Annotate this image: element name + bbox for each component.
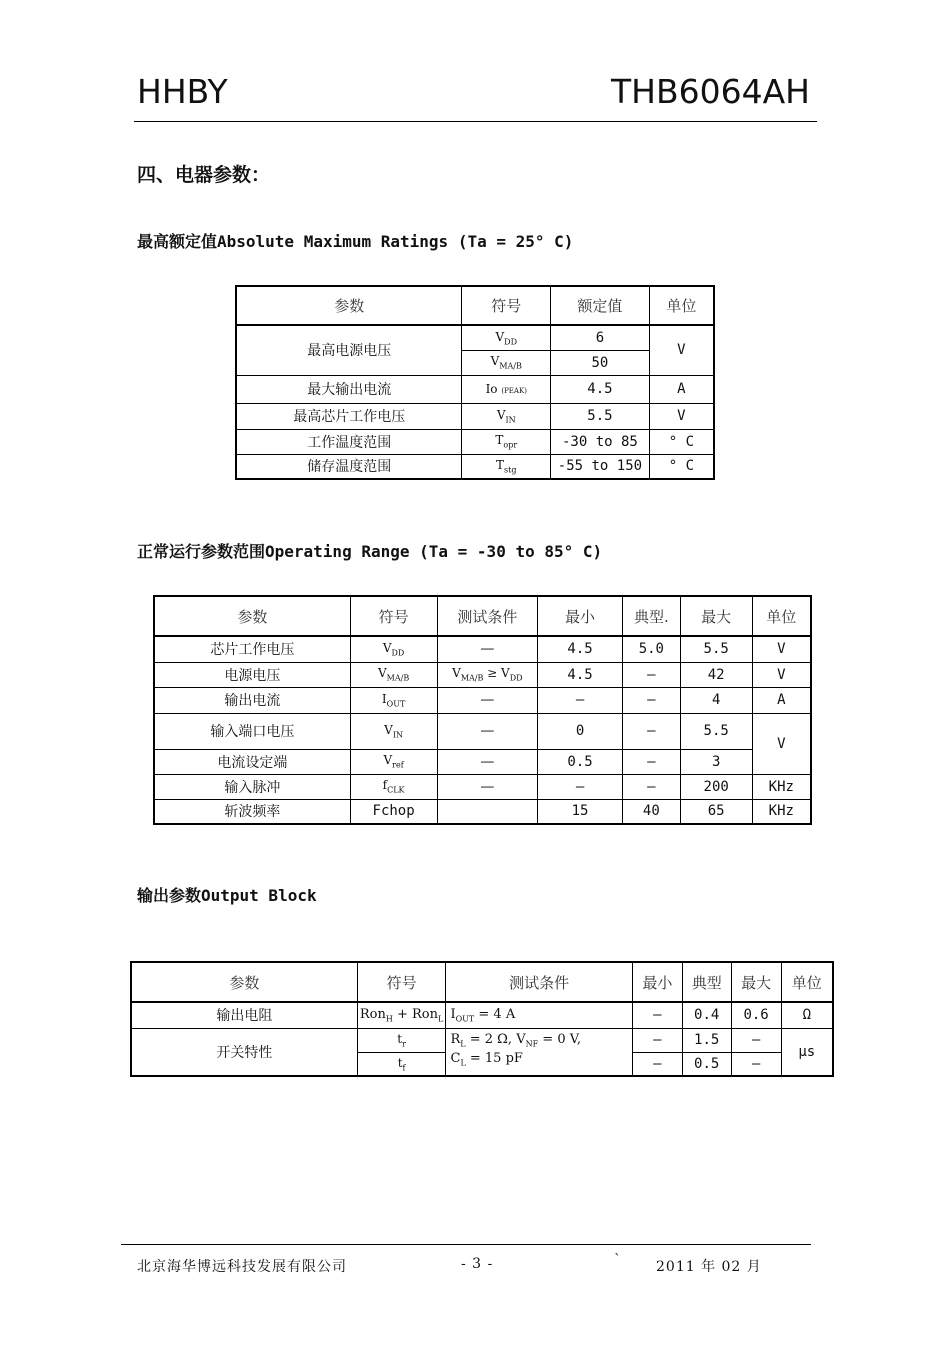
param-label: 储存温度范围: [236, 454, 462, 479]
header-right-model: THB6064AH: [611, 72, 810, 111]
min-cell: —: [632, 1002, 682, 1028]
symbol-cell: $T_{stg}$: [462, 454, 551, 479]
symbol-cell: Fchop: [350, 799, 437, 824]
param-label: 输出电阻: [131, 1002, 357, 1028]
max-cell: 42: [680, 662, 752, 687]
condition-cell: —: [437, 749, 538, 774]
typ-cell: —: [622, 713, 680, 749]
table-row: [236, 375, 714, 403]
min-cell: —: [538, 687, 623, 713]
table-row: [154, 774, 811, 799]
min-cell: 4.5: [538, 662, 623, 687]
condition-cell: $I_{OUT} = 4$ A: [446, 1002, 632, 1028]
value-cell: -30 to 85: [551, 429, 650, 454]
col-header: 测试条件: [446, 962, 632, 1002]
param-label: 最大输出电流: [236, 375, 462, 403]
table-header-row: [236, 286, 714, 325]
unit-cell: Ω: [781, 1002, 833, 1028]
unit-cell: ° C: [649, 454, 714, 479]
value-cell: 50: [551, 350, 650, 375]
max-cell: —: [731, 1028, 781, 1052]
symbol-cell: $V_{MA/B}$: [462, 350, 551, 375]
col-header: 额定值: [551, 286, 650, 325]
symbol-cell: $V_{DD}$: [462, 325, 551, 350]
table-row: [154, 713, 811, 749]
col-header: 参数: [236, 286, 462, 325]
symbol-cell: $t_f$: [357, 1052, 446, 1076]
typ-cell: 1.5: [682, 1028, 731, 1052]
min-cell: 0: [538, 713, 623, 749]
table-row: [236, 403, 714, 429]
unit-cell: A: [649, 375, 714, 403]
min-cell: —: [632, 1052, 682, 1076]
header-divider: [134, 121, 817, 122]
table-row: [154, 662, 811, 687]
table-row: [131, 1028, 833, 1052]
col-header: 参数: [154, 596, 350, 636]
typ-cell: —: [622, 774, 680, 799]
param-label: 电流设定端: [154, 749, 350, 774]
unit-cell: KHz: [752, 799, 811, 824]
col-header: 参数: [131, 962, 357, 1002]
col-header: 最小: [538, 596, 623, 636]
footer-page-number: - 3 -: [461, 1256, 494, 1272]
param-label: 斩波频率: [154, 799, 350, 824]
param-label: 最高电源电压: [236, 325, 462, 375]
col-header: 典型: [682, 962, 731, 1002]
table-row: [236, 429, 714, 454]
typ-cell: 40: [622, 799, 680, 824]
table-row: [236, 454, 714, 479]
value-cell: -55 to 150: [551, 454, 650, 479]
table-row: [154, 749, 811, 774]
footer-divider: [121, 1244, 811, 1245]
header-left-brand: HHBY: [137, 72, 228, 111]
symbol-cell: Io (PEAK): [462, 375, 551, 403]
condition-cell: —: [437, 687, 538, 713]
max-cell: 4: [680, 687, 752, 713]
symbol-cell: $V_{DD}$: [350, 636, 437, 662]
typ-cell: —: [622, 749, 680, 774]
symbol-cell: $f_{CLK}$: [350, 774, 437, 799]
footer-date: 2011 年 02 月: [656, 1259, 762, 1275]
typ-cell: —: [622, 687, 680, 713]
symbol-cell: $T_{opr}$: [462, 429, 551, 454]
max-cell: 5.5: [680, 713, 752, 749]
param-label: 输出电流: [154, 687, 350, 713]
unit-cell: KHz: [752, 774, 811, 799]
min-cell: —: [538, 774, 623, 799]
value-cell: 5.5: [551, 403, 650, 429]
table-header-row: [154, 596, 811, 636]
abs-max-title: 最高额定值Absolute Maximum Ratings (Ta = 25° C): [137, 232, 574, 251]
condition-cell: [437, 799, 538, 824]
min-cell: 15: [538, 799, 623, 824]
symbol-cell: $V_{IN}$: [350, 713, 437, 749]
table-row: [236, 325, 714, 350]
table-header-row: [131, 962, 833, 1002]
condition-cell: —: [437, 636, 538, 662]
value-cell: 4.5: [551, 375, 650, 403]
symbol-cell: $I_{OUT}$: [350, 687, 437, 713]
output-title: 输出参数Output Block: [137, 886, 317, 905]
param-label: 芯片工作电压: [154, 636, 350, 662]
max-cell: —: [731, 1052, 781, 1076]
table-row: [154, 636, 811, 662]
min-cell: —: [632, 1028, 682, 1052]
op-range-title: 正常运行参数范围Operating Range (Ta = -30 to 85° C): [137, 542, 603, 561]
col-header: 测试条件: [437, 596, 538, 636]
min-cell: 0.5: [538, 749, 623, 774]
min-cell: 4.5: [538, 636, 623, 662]
col-header: 典型.: [622, 596, 680, 636]
symbol-cell: $V_{ref}$: [350, 749, 437, 774]
table-row: [154, 799, 811, 824]
param-label: 工作温度范围: [236, 429, 462, 454]
condition-cell: —: [437, 713, 538, 749]
unit-cell: V: [649, 325, 714, 375]
unit-cell: V: [752, 636, 811, 662]
param-label: 最高芯片工作电压: [236, 403, 462, 429]
col-header: 单位: [649, 286, 714, 325]
unit-cell: V: [752, 713, 811, 774]
unit-cell: ° C: [649, 429, 714, 454]
col-header: 最小: [632, 962, 682, 1002]
param-label: 开关特性: [131, 1028, 357, 1076]
col-header: 符号: [350, 596, 437, 636]
symbol-cell: $V_{MA/B}$: [350, 662, 437, 687]
col-header: 最大: [680, 596, 752, 636]
typ-cell: 5.0: [622, 636, 680, 662]
footer-mark: `: [614, 1252, 622, 1268]
table-row: [154, 687, 811, 713]
section-title: 四、电器参数：: [137, 164, 271, 186]
value-cell: 6: [551, 325, 650, 350]
max-cell: 5.5: [680, 636, 752, 662]
max-cell: 0.6: [731, 1002, 781, 1028]
symbol-cell: $V_{IN}$: [462, 403, 551, 429]
col-header: 符号: [357, 962, 446, 1002]
typ-cell: 0.5: [682, 1052, 731, 1076]
output-table: [130, 961, 834, 1077]
footer-company: 北京海华博远科技发展有限公司: [137, 1259, 347, 1275]
max-cell: 65: [680, 799, 752, 824]
condition-cell: —: [437, 774, 538, 799]
condition-cell: $V_{MA/B} \ge V_{DD}$: [437, 662, 538, 687]
param-label: 输入端口电压: [154, 713, 350, 749]
col-header: 最大: [731, 962, 781, 1002]
table-row: [131, 1002, 833, 1028]
typ-cell: 0.4: [682, 1002, 731, 1028]
max-cell: 3: [680, 749, 752, 774]
unit-cell: μs: [781, 1028, 833, 1076]
symbol-cell: $t_r$: [357, 1028, 446, 1052]
param-label: 输入脉冲: [154, 774, 350, 799]
abs-max-table: [235, 285, 715, 480]
op-range-table: [153, 595, 812, 825]
col-header: 符号: [462, 286, 551, 325]
condition-cell: $R_L = 2$ Ω, $V_{NF} = 0$ V, $C_L = 15$ pF: [446, 1028, 632, 1076]
col-header: 单位: [752, 596, 811, 636]
unit-cell: A: [752, 687, 811, 713]
col-header: 单位: [781, 962, 833, 1002]
unit-cell: V: [752, 662, 811, 687]
symbol-cell: Ron$_H$ + Ron$_L$: [357, 1002, 446, 1028]
unit-cell: V: [649, 403, 714, 429]
max-cell: 200: [680, 774, 752, 799]
param-label: 电源电压: [154, 662, 350, 687]
typ-cell: —: [622, 662, 680, 687]
